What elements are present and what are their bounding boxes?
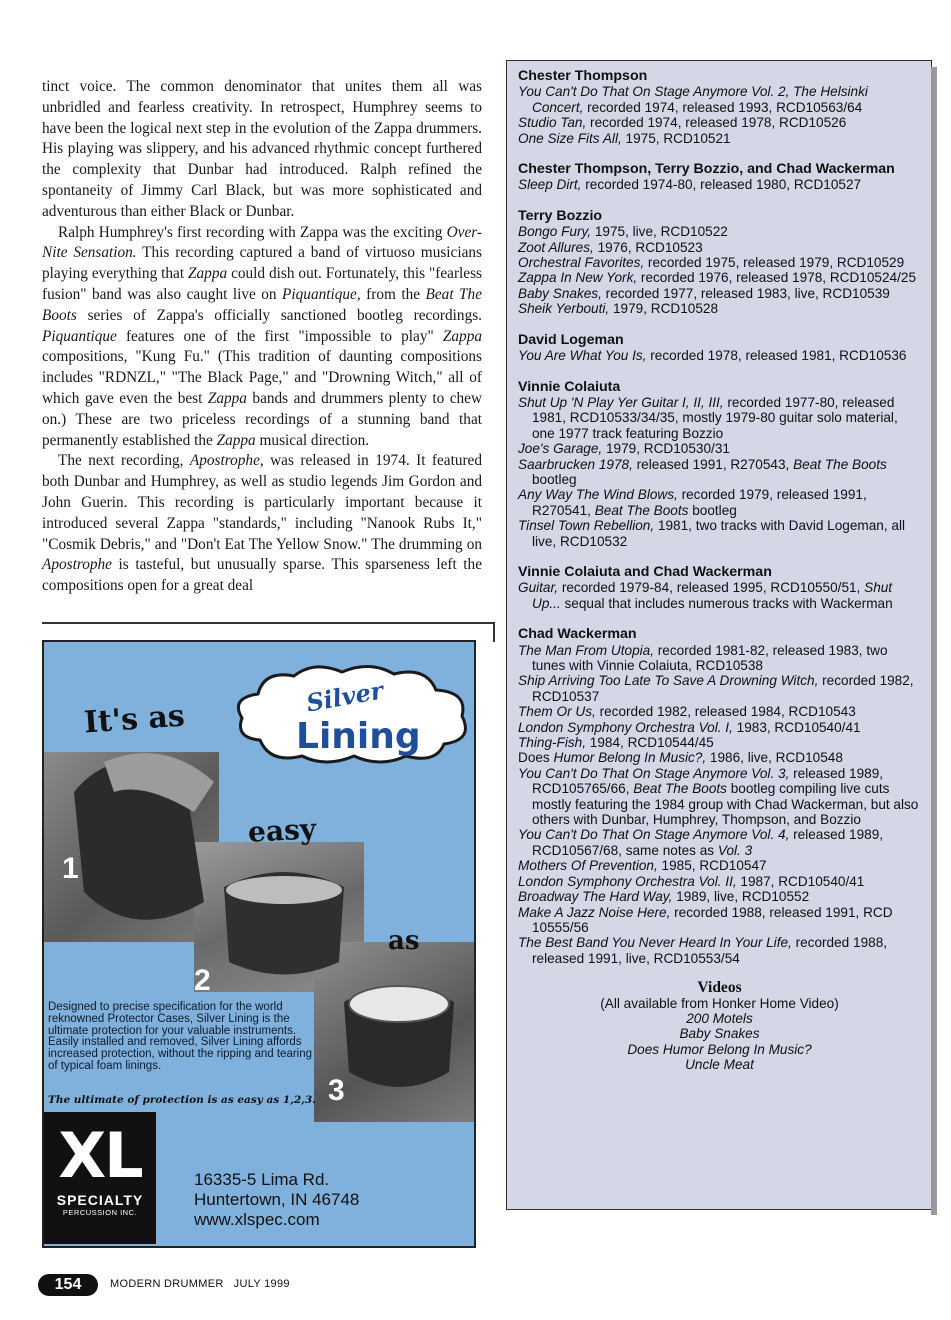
album-title: Studio Tan, xyxy=(518,115,587,131)
discography-group xyxy=(518,380,921,549)
album-details: recorded 1988, released 1991, RCD 10555/56 xyxy=(532,904,893,935)
discography-group xyxy=(518,565,921,611)
album-title: Any Way The Wind Blows, xyxy=(518,487,678,503)
album-details: 1984, RCD10544/45 xyxy=(586,735,714,751)
album-title: Zappa In New York, xyxy=(518,270,638,286)
ad-divider-horizontal xyxy=(42,622,494,624)
article-paragraph-1: tinct voice. The common denominator that unites them all was unbridled and fearless creativity. In retrospect, Humphrey seems to have been the logical next step in the evolution of the Zappa drummers. His playing was slippery, and his advanced rhythmic concept furthered the complexity that Dunbar had introduced. Ralph refined the spontaneity of Jimmy Carl Black, but was more sophisticated and adventurous than either Black or Dunbar. xyxy=(42,78,482,220)
brand-silver: Silver xyxy=(304,675,386,718)
album-details: released 1989, RCD105765/66, xyxy=(532,765,884,797)
album-title: Beat The Boots xyxy=(594,502,689,518)
album-details: Does xyxy=(518,750,554,766)
xl-specialty-logo xyxy=(44,1112,156,1244)
album-title: Broadway The Hard Way, xyxy=(518,889,673,905)
album-entry xyxy=(518,766,921,828)
album-title: The Man From Utopia, xyxy=(518,642,654,658)
ad-headline-its-as: It's as xyxy=(82,698,186,741)
album-title: Vol. 3 xyxy=(717,842,753,858)
ad-headline-easy: easy xyxy=(247,812,317,849)
album-details: recorded 1974, released 1978, RCD10526 xyxy=(586,115,847,131)
article-paragraph-2: Ralph Humphrey's first recording with Zappa was the exciting Over-Nite Sensation. This recording captured a band of virtuoso musicians playing everything that Zappa could dish out. Fortunately, this "fearless fusion" band was also caught live on Piquantique, from the Beat The Boots series of Zappa's officially sanctioned bootleg recordings. Piquantique features one of the first "impossible to play" Zappa compositions, "Kung Fu." (This tradition of daunting compositions includes "RDNZL," "The Black Page," and "Drowning Witch," all of which gave even the best Zappa bands and drummers plenty to chew on.) These are two priceless recordings of a stunning band that permanently established the Zappa musical direction. xyxy=(42,223,482,449)
album-title: Beat The Boots xyxy=(633,781,727,797)
album-details: recorded 1974, released 1993, RCD10563/64 xyxy=(583,99,863,115)
album-title: London Symphony Orchestra Vol. I, xyxy=(518,719,733,735)
album-entry xyxy=(518,935,921,966)
album-entry xyxy=(518,348,921,363)
album-details: recorded 1979, released 1991, R270541, xyxy=(532,487,867,518)
album-details: 1975, RCD10521 xyxy=(621,130,731,146)
album-entry xyxy=(518,673,921,704)
album-details: bootleg xyxy=(688,502,737,518)
album-details: 1979, RCD10528 xyxy=(609,301,719,317)
silver-lining-advertisement xyxy=(42,640,476,1248)
discography-group xyxy=(518,69,921,146)
videos-note: (All available from Honker Home Video) xyxy=(600,995,839,1011)
album-entry xyxy=(518,518,921,549)
album-title: Humor Belong In Music?, xyxy=(553,750,707,766)
address-street: 16335-5 Lima Rd. xyxy=(194,1170,330,1189)
album-title: Them Or Us, xyxy=(518,704,596,720)
discography-sidebar xyxy=(506,60,932,1210)
album-title: Joe's Garage, xyxy=(518,441,603,457)
album-entry xyxy=(518,131,921,146)
album-entry xyxy=(518,905,921,936)
album-details: recorded 1975, released 1979, RCD10529 xyxy=(644,255,905,271)
album-title: Shut Up... xyxy=(532,580,893,611)
album-entry xyxy=(518,704,921,719)
album-details: sequal that includes numerous tracks with Wackerman xyxy=(560,595,893,611)
album-details: 1986, live, RCD10548 xyxy=(706,750,843,766)
album-title: Mothers Of Prevention, xyxy=(518,858,658,874)
album-entry xyxy=(518,735,921,750)
album-title: London Symphony Orchestra Vol. II, xyxy=(518,873,737,889)
album-details: bootleg xyxy=(532,471,577,487)
album-details: released 1991, R270543, xyxy=(632,456,794,472)
album-entry xyxy=(518,750,921,765)
album-title: Shut Up 'N Play Yer Guitar I, II, III, xyxy=(518,394,724,410)
album-details: recorded 1977-80, released 1981, RCD10533/34/35, mostly 1979-80 guitar solo material, one 1977 track featuring Bozzio xyxy=(532,394,898,441)
discography-group xyxy=(518,333,921,364)
ad-headline-as: as xyxy=(388,926,420,956)
album-title: Beat The Boots xyxy=(793,456,887,472)
album-entry xyxy=(518,487,921,518)
album-title: You Can't Do That On Stage Anymore Vol. 4, xyxy=(518,827,790,843)
step-number-1: 1 xyxy=(62,852,79,885)
album-title: The Best Band You Never Heard In Your Life, xyxy=(518,935,792,951)
album-title: One Size Fits All, xyxy=(518,130,622,146)
discography-list xyxy=(518,69,921,966)
album-entry xyxy=(518,270,921,285)
album-entry xyxy=(518,457,921,488)
video-item: 200 Motels xyxy=(686,1010,753,1026)
album-title: Zoot Allures, xyxy=(518,239,594,255)
album-title: Orchestral Favorites, xyxy=(518,255,645,271)
album-entry xyxy=(518,255,921,270)
album-entry xyxy=(518,240,921,255)
album-title: You Are What You Is, xyxy=(518,348,647,364)
album-details: recorded 1978, released 1981, RCD10536 xyxy=(646,348,907,364)
album-details: 1975, live, RCD10522 xyxy=(591,224,728,240)
drummer-name: Chester Thompson xyxy=(518,68,648,84)
album-title: You Can't Do That On Stage Anymore Vol. 2, The Helsinki Concert, xyxy=(518,84,868,115)
album-title: Bongo Fury, xyxy=(518,224,592,240)
videos-section xyxy=(518,980,921,1072)
step-number-2: 2 xyxy=(194,964,211,997)
logo-xl: XL xyxy=(58,1119,142,1192)
album-title: Thing-Fish, xyxy=(518,735,586,751)
step-number-3: 3 xyxy=(328,1074,345,1107)
video-item: Uncle Meat xyxy=(685,1057,754,1073)
album-entry xyxy=(518,301,921,316)
ad-address-block xyxy=(194,1170,359,1230)
album-title: Saarbrucken 1978, xyxy=(518,456,633,472)
album-title: Ship Arriving Too Late To Save A Drowning Witch, xyxy=(518,673,819,689)
album-details: recorded 1981-82, released 1983, two tunes with Vinnie Colaiuta, RCD10538 xyxy=(532,642,888,673)
discography-group xyxy=(518,627,921,966)
article-paragraph-3: The next recording, Apostrophe, was released in 1974. It featured both Dunbar and Humphrey, as well as studio legends Jim Gordon and John Guerin. This recording is particularly important because it introduced several Zappa "standards," including "Nanook Rubs It," "Cosmik Debris," and "Don't Eat The Yellow Snow." The drumming on Apostrophe is tasteful, but unusually sparse. This sparseness left the compositions open for a great deal xyxy=(42,452,482,595)
album-details: 1979, RCD10530/31 xyxy=(602,441,730,457)
album-details: recorded 1982, released 1984, RCD10543 xyxy=(595,704,856,720)
album-entry xyxy=(518,441,921,456)
drummer-name: Chester Thompson, Terry Bozzio, and Chad Wackerman xyxy=(518,161,895,178)
album-details: 1983, RCD10540/41 xyxy=(732,719,861,735)
album-details: bootleg compiling live cuts mostly featuring the 1984 group with Chad Wackerman, but also others with Dunbar, Humphrey, Thompson, and Bozzio xyxy=(532,781,919,828)
album-details: recorded 1977, released 1983, live, RCD10539 xyxy=(601,285,890,301)
album-title: Tinsel Town Rebellion, xyxy=(518,518,655,534)
brand-lining: Lining xyxy=(296,716,421,757)
album-title: Make A Jazz Noise Here, xyxy=(518,904,671,920)
publication-name: MODERN DRUMMER xyxy=(110,1278,224,1290)
album-entry xyxy=(518,580,921,611)
ad-website: www.xlspec.com xyxy=(194,1210,320,1229)
album-entry xyxy=(518,395,921,441)
album-details: 1985, RCD10547 xyxy=(657,858,767,874)
video-item: Baby Snakes xyxy=(679,1026,760,1042)
article-column xyxy=(42,77,482,597)
drummer-name: Terry Bozzio xyxy=(518,207,603,224)
discography-group xyxy=(518,209,921,317)
album-details: recorded 1976, released 1978, RCD10524/25 xyxy=(637,270,917,286)
album-title: Sheik Yerbouti, xyxy=(518,301,610,317)
album-entry xyxy=(518,84,921,115)
ad-tagline: The ultimate of protection is as easy as 1,2,3. xyxy=(48,1094,316,1106)
album-entry xyxy=(518,643,921,674)
issue-date: JULY 1999 xyxy=(233,1278,290,1290)
discography-group xyxy=(518,162,921,193)
album-details: 1987, RCD10540/41 xyxy=(736,873,865,889)
videos-title: Videos xyxy=(697,979,742,997)
album-title: Guitar, xyxy=(518,580,559,596)
album-entry xyxy=(518,286,921,301)
video-item: Does Humor Belong In Music? xyxy=(627,1041,812,1057)
album-entry xyxy=(518,720,921,735)
album-entry xyxy=(518,115,921,130)
album-entry xyxy=(518,889,921,904)
album-details: recorded 1988, released 1991, live, RCD10553/54 xyxy=(532,935,888,966)
album-entry xyxy=(518,827,921,858)
album-details: 1989, live, RCD10552 xyxy=(672,889,810,905)
album-entry xyxy=(518,224,921,239)
album-title: Baby Snakes, xyxy=(518,285,602,301)
album-title: Sleep Dirt, xyxy=(518,177,582,193)
album-details: recorded 1974-80, released 1980, RCD10527 xyxy=(581,177,862,193)
album-details: released 1989, RCD10567/68, same notes as xyxy=(532,827,884,858)
address-city: Huntertown, IN 46748 xyxy=(194,1190,360,1209)
drummer-name: Vinnie Colaiuta and Chad Wackerman xyxy=(518,563,772,580)
ad-divider-vertical xyxy=(493,622,495,642)
logo-percussion: PERCUSSION INC. xyxy=(62,1208,138,1217)
album-entry xyxy=(518,858,921,873)
album-entry xyxy=(518,177,921,192)
album-details: recorded 1979-84, released 1995, RCD10550/51, xyxy=(558,580,865,596)
album-title: You Can't Do That On Stage Anymore Vol. 3, xyxy=(518,765,790,781)
album-details: recorded 1982, RCD10537 xyxy=(532,673,914,704)
album-entry xyxy=(518,874,921,889)
drummer-name: Vinnie Colaiuta xyxy=(518,378,621,395)
page-number: 154 xyxy=(38,1274,98,1296)
footer-publication xyxy=(110,1278,290,1290)
drummer-name: David Logeman xyxy=(518,331,624,348)
album-details: 1981, two tracks with David Logeman, all live, RCD10532 xyxy=(532,518,906,549)
drummer-name: Chad Wackerman xyxy=(518,626,637,643)
album-details: 1976, RCD10523 xyxy=(593,239,703,255)
ad-description: Designed to precise specification for the world reknowned Protector Cases, Silver Lining is the ultimate protection for your valuable instruments. Easily installed and removed, Silver Lining affords increased protection, without the ripping and tearing of typical foam linings. xyxy=(48,1001,313,1072)
logo-specialty: SPECIALTY xyxy=(56,1192,144,1208)
